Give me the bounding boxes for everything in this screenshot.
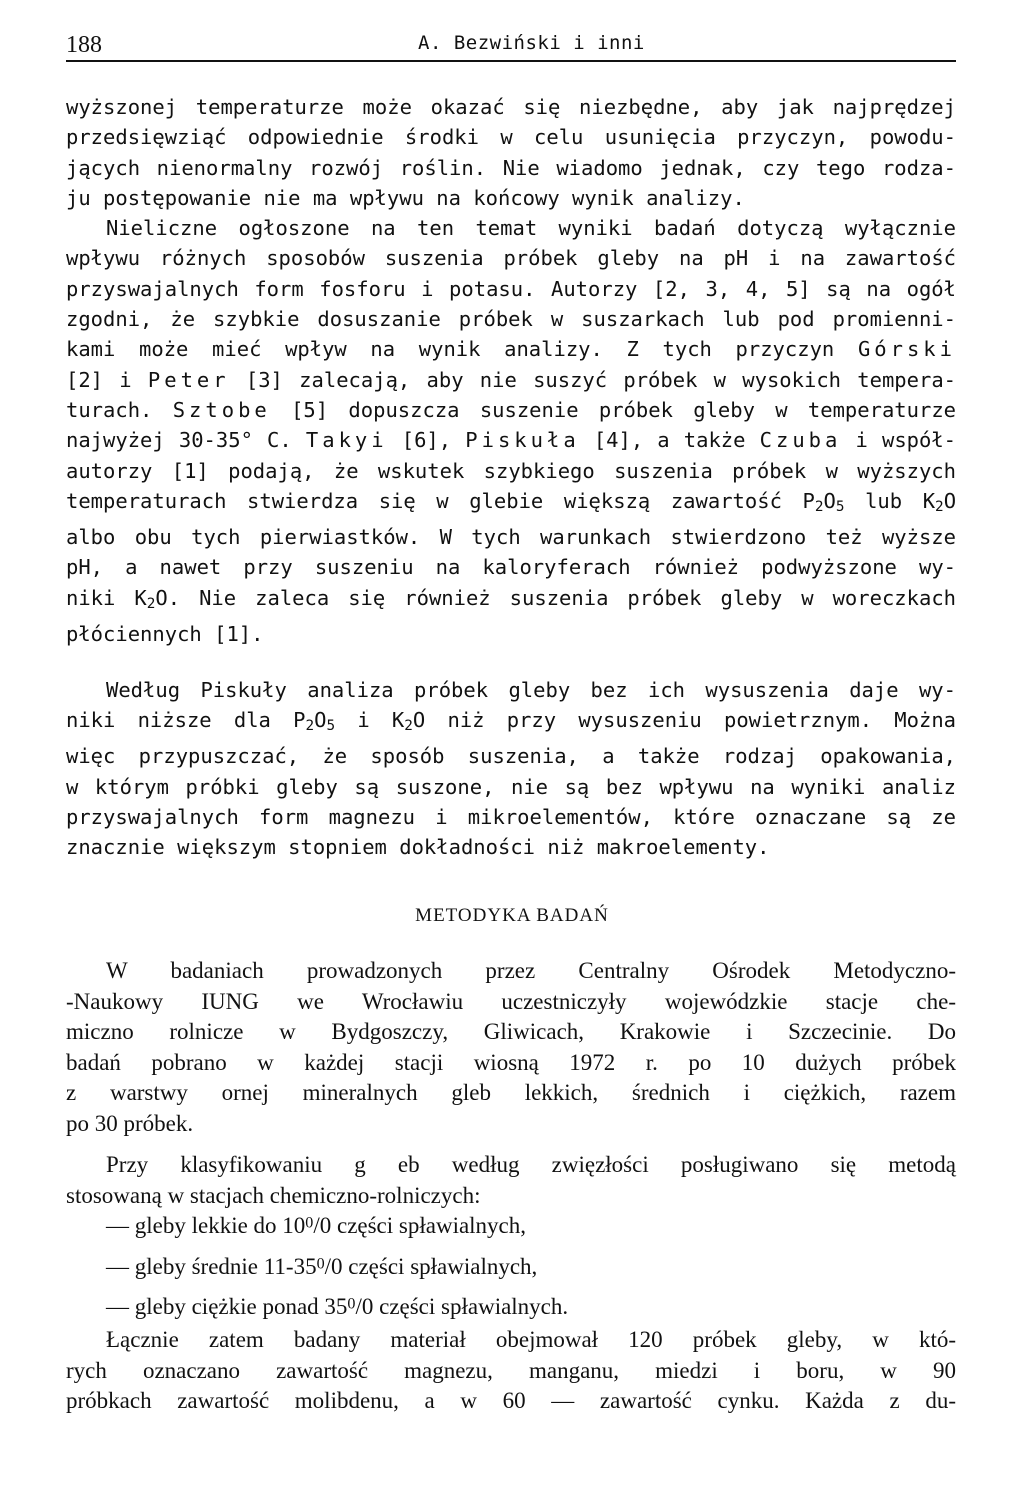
- text-line: próbkach zawartość molibdenu, a w 60 — zawartość cynku. Każda z du-: [66, 1388, 956, 1413]
- author-name: Takyi: [305, 428, 388, 453]
- formula-k2o: $K_2O$: [391, 708, 426, 735]
- formula-k2o: $K_2O$: [134, 585, 168, 612]
- text-line: [66, 705, 956, 741]
- author-name: Peter: [147, 367, 230, 392]
- classification-paragraph: [66, 1150, 956, 1211]
- text-line: Nieliczne ogłoszone na ten temat wyniki badań dotyczą wyłącznie: [106, 216, 956, 241]
- text-line: Łącznie zatem badany materiał obejmował 120 próbek gleby, w któ-: [106, 1327, 956, 1352]
- page-header: [66, 28, 956, 62]
- text-line: Według Piskuły analiza próbek gleby bez ich wysuszenia daje wy-: [106, 678, 956, 702]
- text-line: wyższonej temperaturze może okazać się niezbędne, aby jak najprędzej: [66, 95, 956, 119]
- text-line: w którym próbki gleby są suszone, nie są bez wpływu na wyniki analiz: [66, 774, 956, 799]
- formula-p2o5: $P_2O_5$: [293, 708, 336, 735]
- list-item: — gleby średnie $11-35^0/0$ części spławialnych,: [106, 1254, 538, 1279]
- text-line: rych oznaczano zawartość magnezu, manganu, miedzi i boru, w 90: [66, 1357, 956, 1383]
- text-line: badań pobrano w każdej stacji wiosną 1972 r. po 10 dużych próbek: [66, 1049, 956, 1075]
- text-segment: niki: [66, 585, 116, 610]
- author-name: Sztobe: [172, 397, 271, 422]
- formula-p2o5: $P_2O_5$: [802, 488, 845, 515]
- author-name: Czuba: [759, 428, 842, 453]
- text-line: stosowaną w stacjach chemiczno-rolniczych:: [66, 1182, 481, 1208]
- formula-k2o: $K_2O$: [922, 488, 957, 515]
- text-segment: [2] i: [66, 367, 132, 392]
- text-segment: i współ-: [855, 428, 957, 453]
- text-line: -Naukowy IUNG we Wrocławiu uczestniczyły wojewódzkie stacje che-: [66, 988, 956, 1014]
- text-segment: [4], a także: [593, 428, 746, 453]
- text-line: wpływu różnych sposobów suszenia próbek gleby na pH i na zawartość: [66, 246, 956, 271]
- text-segment: temperaturach stwierdza się w glebie większą zawartość: [66, 488, 782, 513]
- running-head: A. Bezwiński i inni: [418, 32, 645, 54]
- text-line: przyswajalnych form magnezu i mikroelementów, które oznaczane są ze: [66, 805, 956, 830]
- text-segment: kami może mieć wpływ na wynik analizy. Z tych przyczyn: [66, 337, 835, 362]
- text-line: W badaniach prowadzonych przez Centralny Ośrodek Metodyczno-: [106, 958, 956, 983]
- text-line: [66, 365, 956, 395]
- text-segment: i: [357, 708, 370, 733]
- text-segment: zalecają, aby nie suszyć próbek w wysokich tempera-: [299, 367, 957, 392]
- text-line: ju postępowanie nie ma wpływu na końcowy wynik analizy.: [66, 185, 745, 210]
- author-name: Piskuła: [465, 428, 580, 453]
- text-line: Przy klasyfikowaniu g eb według zwięzłości posługiwano się metodą: [106, 1152, 956, 1177]
- text-line: albo obu tych pierwiastków. W tych warunkach stwierdzono też wyższe: [66, 525, 956, 550]
- methods-paragraph: [66, 956, 956, 1139]
- text-line: pH, a nawet przy suszeniu na kaloryferach również podwyższone wy-: [66, 555, 956, 580]
- text-line: [66, 395, 956, 425]
- text-line: autorzy [1] podają, że wskutek szybkiego suszenia próbek w wyższych: [66, 458, 956, 483]
- text-line: jących nienormalny rozwój roślin. Nie wiadomo jednak, czy tego rodza-: [66, 155, 956, 180]
- list-item: — gleby ciężkie ponad $35^0/0$ części spławialnych.: [106, 1294, 569, 1319]
- text-line: więc przypuszczać, że sposób suszenia, a także rodzaj opakowania,: [66, 744, 956, 769]
- text-segment: niki niższe dla: [66, 708, 271, 733]
- text-line: płóciennych [1].: [66, 621, 264, 646]
- piskula-paragraph: [66, 675, 956, 863]
- text-segment: najwyżej 30-35° C.: [66, 428, 292, 453]
- text-line: z warstwy ornej mineralnych gleb lekkich, średnich i ciężkich, razem: [66, 1080, 956, 1105]
- text-line: znacznie większym stopniem dokładności niż makroelementy.: [66, 835, 770, 860]
- text-segment: turach.: [66, 397, 153, 422]
- section-heading: METODYKA BADAŃ: [415, 905, 609, 926]
- text-segment: [6],: [401, 428, 452, 453]
- author-name: Górski: [857, 337, 956, 362]
- citation: [3]: [245, 367, 283, 392]
- text-segment: . Nie zaleca się również suszenia próbek gleby w woreczkach: [167, 585, 957, 610]
- text-segment: niż przy wysuszeniu powietrznym. Można: [447, 708, 957, 733]
- text-segment: [5] dopuszcza suszenie próbek gleby w temperaturze: [291, 397, 956, 422]
- page-number: 188: [66, 32, 102, 58]
- text-line: miczno rolnicze w Bydgoszczy, Gliwicach, Krakowie i Szczecinie. Do: [66, 1019, 956, 1044]
- text-segment: lub: [865, 488, 903, 513]
- text-line: [66, 425, 956, 455]
- list-item: — gleby lekkie do $10^0/0$ części spławialnych,: [106, 1213, 527, 1238]
- text-line: [66, 334, 956, 364]
- text-line: [66, 486, 956, 522]
- text-line: przyswajalnych form fosforu i potasu. Autorzy [2, 3, 4, 5] są na ogół: [66, 276, 956, 301]
- intro-paragraphs: [66, 92, 956, 649]
- text-line: po 30 próbek.: [66, 1110, 194, 1136]
- final-paragraph: [66, 1325, 956, 1417]
- text-line: [66, 583, 956, 619]
- text-line: zgodni, że szybkie dosuszanie próbek w suszarkach lub pod promienni-: [66, 307, 956, 332]
- text-line: przedsięwziąć odpowiednie środki w celu usunięcia przyczyn, powodu-: [66, 125, 956, 150]
